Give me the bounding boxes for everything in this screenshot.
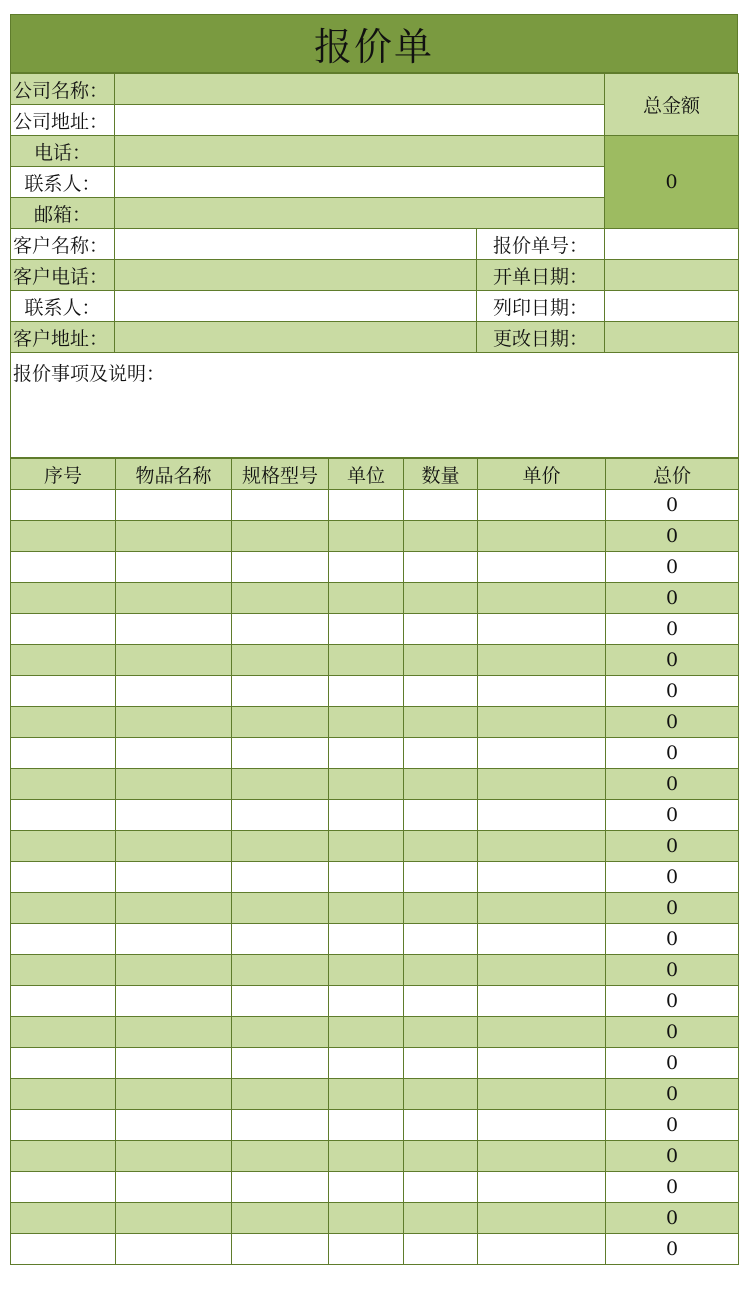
cell-total-price: 0 xyxy=(606,986,739,1017)
cell-unit[interactable] xyxy=(329,1048,404,1079)
cell-unit[interactable] xyxy=(329,676,404,707)
cell-spec[interactable] xyxy=(232,955,329,986)
table-row xyxy=(11,676,739,707)
cell-total-price: 0 xyxy=(606,707,739,738)
company-contact-field[interactable] xyxy=(115,167,605,198)
cell-total-price: 0 xyxy=(606,583,739,614)
table-row xyxy=(11,924,739,955)
cell-unit[interactable] xyxy=(329,1017,404,1048)
table-row xyxy=(11,1017,739,1048)
table-row xyxy=(11,893,739,924)
cell-index[interactable] xyxy=(11,1048,116,1079)
company-email-field[interactable] xyxy=(115,198,605,229)
cell-spec[interactable] xyxy=(232,521,329,552)
cell-quantity[interactable] xyxy=(404,800,478,831)
cell-spec[interactable] xyxy=(232,614,329,645)
cell-index[interactable] xyxy=(11,1141,116,1172)
cell-item-name[interactable] xyxy=(116,707,232,738)
cell-unit-price[interactable] xyxy=(478,1110,606,1141)
cell-index[interactable] xyxy=(11,1110,116,1141)
cell-index[interactable] xyxy=(11,583,116,614)
cell-quantity[interactable] xyxy=(404,924,478,955)
cell-unit-price[interactable] xyxy=(478,490,606,521)
cell-unit-price[interactable] xyxy=(478,893,606,924)
cell-spec[interactable] xyxy=(232,707,329,738)
cell-item-name[interactable] xyxy=(116,738,232,769)
cell-total-price: 0 xyxy=(606,490,739,521)
cell-item-name[interactable] xyxy=(116,1048,232,1079)
cell-quantity[interactable] xyxy=(404,986,478,1017)
cell-spec[interactable] xyxy=(232,583,329,614)
cell-index[interactable] xyxy=(11,862,116,893)
cell-unit-price[interactable] xyxy=(478,1017,606,1048)
cell-item-name[interactable] xyxy=(116,552,232,583)
customer-address-label: 客户地址： xyxy=(11,322,115,353)
cell-unit-price[interactable] xyxy=(478,707,606,738)
cell-unit[interactable] xyxy=(329,645,404,676)
cell-item-name[interactable] xyxy=(116,614,232,645)
cell-unit[interactable] xyxy=(329,552,404,583)
company-phone-field[interactable] xyxy=(115,136,605,167)
customer-address-field[interactable] xyxy=(115,322,477,353)
cell-index[interactable] xyxy=(11,645,116,676)
cell-item-name[interactable] xyxy=(116,955,232,986)
cell-unit[interactable] xyxy=(329,1110,404,1141)
cell-unit-price[interactable] xyxy=(478,583,606,614)
cell-item-name[interactable] xyxy=(116,1172,232,1203)
cell-quantity[interactable] xyxy=(404,521,478,552)
cell-unit-price[interactable] xyxy=(478,800,606,831)
column-header-quantity: 数量 xyxy=(404,459,478,490)
cell-unit[interactable] xyxy=(329,1079,404,1110)
company-name-label: 公司名称： xyxy=(11,74,115,105)
cell-index[interactable] xyxy=(11,893,116,924)
cell-index[interactable] xyxy=(11,924,116,955)
company-address-field[interactable] xyxy=(115,105,605,136)
cell-quantity[interactable] xyxy=(404,1017,478,1048)
cell-unit[interactable] xyxy=(329,614,404,645)
cell-index[interactable] xyxy=(11,955,116,986)
cell-item-name[interactable] xyxy=(116,521,232,552)
cell-unit-price[interactable] xyxy=(478,1172,606,1203)
cell-spec[interactable] xyxy=(232,490,329,521)
cell-item-name[interactable] xyxy=(116,1234,232,1265)
cell-spec[interactable] xyxy=(232,831,329,862)
cell-quantity[interactable] xyxy=(404,769,478,800)
cell-item-name[interactable] xyxy=(116,769,232,800)
company-name-field[interactable] xyxy=(115,74,605,105)
cell-unit-price[interactable] xyxy=(478,924,606,955)
page-title: 报价单 xyxy=(10,14,738,73)
quote-number-label: 报价单号： xyxy=(477,229,605,260)
cell-unit[interactable] xyxy=(329,893,404,924)
cell-item-name[interactable] xyxy=(116,583,232,614)
cell-unit-price[interactable] xyxy=(478,862,606,893)
cell-quantity[interactable] xyxy=(404,552,478,583)
cell-total-price: 0 xyxy=(606,1110,739,1141)
table-row xyxy=(11,955,739,986)
cell-unit[interactable] xyxy=(329,1141,404,1172)
customer-name-label: 客户名称： xyxy=(11,229,115,260)
cell-spec[interactable] xyxy=(232,676,329,707)
cell-unit[interactable] xyxy=(329,831,404,862)
cell-index[interactable] xyxy=(11,1172,116,1203)
cell-index[interactable] xyxy=(11,1079,116,1110)
cell-unit-price[interactable] xyxy=(478,1203,606,1234)
table-row xyxy=(11,521,739,552)
table-row xyxy=(11,1234,739,1265)
cell-spec[interactable] xyxy=(232,552,329,583)
cell-spec[interactable] xyxy=(232,1203,329,1234)
cell-unit-price[interactable] xyxy=(478,521,606,552)
cell-total-price: 0 xyxy=(606,1203,739,1234)
cell-unit[interactable] xyxy=(329,1234,404,1265)
table-row xyxy=(11,769,739,800)
cell-total-price: 0 xyxy=(606,1141,739,1172)
table-row xyxy=(11,1141,739,1172)
table-row xyxy=(11,583,739,614)
table-row xyxy=(11,1048,739,1079)
company-contact-label: 联系人： xyxy=(11,167,115,198)
table-row xyxy=(11,1110,739,1141)
table-row xyxy=(11,645,739,676)
total-amount-label: 总金额 xyxy=(605,74,739,136)
items-header-row xyxy=(11,459,739,490)
cell-total-price: 0 xyxy=(606,645,739,676)
cell-index[interactable] xyxy=(11,1203,116,1234)
cell-index[interactable] xyxy=(11,614,116,645)
cell-item-name[interactable] xyxy=(116,831,232,862)
table-row xyxy=(11,986,739,1017)
cell-spec[interactable] xyxy=(232,769,329,800)
cell-quantity[interactable] xyxy=(404,955,478,986)
cell-spec[interactable] xyxy=(232,1048,329,1079)
cell-unit[interactable] xyxy=(329,800,404,831)
header-form xyxy=(10,73,739,458)
cell-item-name[interactable] xyxy=(116,986,232,1017)
table-row xyxy=(11,1203,739,1234)
cell-spec[interactable] xyxy=(232,738,329,769)
column-header-unit-price: 单价 xyxy=(478,459,606,490)
cell-quantity[interactable] xyxy=(404,1141,478,1172)
cell-quantity[interactable] xyxy=(404,614,478,645)
cell-index[interactable] xyxy=(11,521,116,552)
customer-phone-label: 客户电话： xyxy=(11,260,115,291)
cell-unit-price[interactable] xyxy=(478,676,606,707)
cell-unit-price[interactable] xyxy=(478,955,606,986)
modify-date-field[interactable] xyxy=(605,322,739,353)
cell-item-name[interactable] xyxy=(116,800,232,831)
cell-unit-price[interactable] xyxy=(478,769,606,800)
cell-unit[interactable] xyxy=(329,1172,404,1203)
print-date-field[interactable] xyxy=(605,291,739,322)
cell-item-name[interactable] xyxy=(116,645,232,676)
cell-quantity[interactable] xyxy=(404,1048,478,1079)
quote-number-field[interactable] xyxy=(605,229,739,260)
cell-spec[interactable] xyxy=(232,1110,329,1141)
cell-total-price: 0 xyxy=(606,552,739,583)
cell-total-price: 0 xyxy=(606,676,739,707)
cell-unit[interactable] xyxy=(329,769,404,800)
cell-total-price: 0 xyxy=(606,614,739,645)
cell-quantity[interactable] xyxy=(404,831,478,862)
column-header-index: 序号 xyxy=(11,459,116,490)
cell-index[interactable] xyxy=(11,831,116,862)
cell-index[interactable] xyxy=(11,769,116,800)
cell-quantity[interactable] xyxy=(404,893,478,924)
company-email-label: 邮箱： xyxy=(11,198,115,229)
cell-total-price: 0 xyxy=(606,955,739,986)
cell-total-price: 0 xyxy=(606,521,739,552)
table-row xyxy=(11,614,739,645)
cell-unit-price[interactable] xyxy=(478,1048,606,1079)
cell-spec[interactable] xyxy=(232,800,329,831)
cell-unit[interactable] xyxy=(329,521,404,552)
cell-total-price: 0 xyxy=(606,1017,739,1048)
table-row xyxy=(11,490,739,521)
cell-spec[interactable] xyxy=(232,893,329,924)
cell-item-name[interactable] xyxy=(116,1017,232,1048)
table-row xyxy=(11,800,739,831)
column-header-total-price: 总价 xyxy=(606,459,739,490)
cell-index[interactable] xyxy=(11,738,116,769)
cell-unit-price[interactable] xyxy=(478,552,606,583)
cell-item-name[interactable] xyxy=(116,1141,232,1172)
customer-name-field[interactable] xyxy=(115,229,477,260)
column-header-item-name: 物品名称 xyxy=(116,459,232,490)
cell-item-name[interactable] xyxy=(116,862,232,893)
cell-quantity[interactable] xyxy=(404,1203,478,1234)
customer-phone-field[interactable] xyxy=(115,260,477,291)
cell-total-price: 0 xyxy=(606,738,739,769)
cell-spec[interactable] xyxy=(232,924,329,955)
total-amount-value: 0 xyxy=(605,136,739,229)
cell-item-name[interactable] xyxy=(116,924,232,955)
notes-area[interactable] xyxy=(11,353,739,458)
cell-spec[interactable] xyxy=(232,1172,329,1203)
cell-spec[interactable] xyxy=(232,1141,329,1172)
cell-unit[interactable] xyxy=(329,862,404,893)
cell-spec[interactable] xyxy=(232,862,329,893)
table-row xyxy=(11,831,739,862)
cell-item-name[interactable] xyxy=(116,490,232,521)
cell-spec[interactable] xyxy=(232,645,329,676)
cell-quantity[interactable] xyxy=(404,490,478,521)
cell-unit-price[interactable] xyxy=(478,738,606,769)
cell-unit[interactable] xyxy=(329,955,404,986)
column-header-unit: 单位 xyxy=(329,459,404,490)
cell-spec[interactable] xyxy=(232,1234,329,1265)
cell-total-price: 0 xyxy=(606,893,739,924)
cell-quantity[interactable] xyxy=(404,862,478,893)
cell-quantity[interactable] xyxy=(404,707,478,738)
cell-spec[interactable] xyxy=(232,1079,329,1110)
cell-unit[interactable] xyxy=(329,490,404,521)
notes-label: 报价事项及说明： xyxy=(13,363,166,385)
modify-date-label: 更改日期： xyxy=(477,322,605,353)
cell-unit[interactable] xyxy=(329,738,404,769)
cell-index[interactable] xyxy=(11,1017,116,1048)
cell-unit-price[interactable] xyxy=(478,986,606,1017)
open-date-field[interactable] xyxy=(605,260,739,291)
cell-unit[interactable] xyxy=(329,1203,404,1234)
cell-index[interactable] xyxy=(11,490,116,521)
cell-unit[interactable] xyxy=(329,986,404,1017)
cell-quantity[interactable] xyxy=(404,1079,478,1110)
cell-quantity[interactable] xyxy=(404,676,478,707)
cell-quantity[interactable] xyxy=(404,738,478,769)
cell-total-price: 0 xyxy=(606,800,739,831)
print-date-label: 列印日期： xyxy=(477,291,605,322)
cell-index[interactable] xyxy=(11,552,116,583)
cell-total-price: 0 xyxy=(606,862,739,893)
cell-unit-price[interactable] xyxy=(478,645,606,676)
cell-index[interactable] xyxy=(11,707,116,738)
table-row xyxy=(11,1172,739,1203)
cell-index[interactable] xyxy=(11,986,116,1017)
cell-spec[interactable] xyxy=(232,986,329,1017)
cell-total-price: 0 xyxy=(606,769,739,800)
cell-unit-price[interactable] xyxy=(478,831,606,862)
cell-unit-price[interactable] xyxy=(478,614,606,645)
cell-total-price: 0 xyxy=(606,1172,739,1203)
items-table xyxy=(10,458,739,1265)
customer-contact-label: 联系人： xyxy=(11,291,115,322)
cell-total-price: 0 xyxy=(606,1048,739,1079)
cell-unit-price[interactable] xyxy=(478,1234,606,1265)
cell-item-name[interactable] xyxy=(116,1203,232,1234)
cell-index[interactable] xyxy=(11,1234,116,1265)
column-header-spec: 规格型号 xyxy=(232,459,329,490)
table-row xyxy=(11,707,739,738)
cell-unit[interactable] xyxy=(329,924,404,955)
cell-item-name[interactable] xyxy=(116,676,232,707)
cell-total-price: 0 xyxy=(606,831,739,862)
table-row xyxy=(11,552,739,583)
table-row xyxy=(11,862,739,893)
cell-unit-price[interactable] xyxy=(478,1141,606,1172)
cell-spec[interactable] xyxy=(232,1017,329,1048)
cell-quantity[interactable] xyxy=(404,1234,478,1265)
cell-item-name[interactable] xyxy=(116,1079,232,1110)
cell-index[interactable] xyxy=(11,800,116,831)
cell-unit-price[interactable] xyxy=(478,1079,606,1110)
cell-item-name[interactable] xyxy=(116,893,232,924)
cell-quantity[interactable] xyxy=(404,1172,478,1203)
cell-unit[interactable] xyxy=(329,707,404,738)
table-row xyxy=(11,1079,739,1110)
cell-total-price: 0 xyxy=(606,1234,739,1265)
table-row xyxy=(11,738,739,769)
cell-total-price: 0 xyxy=(606,924,739,955)
cell-quantity[interactable] xyxy=(404,1110,478,1141)
company-address-label: 公司地址： xyxy=(11,105,115,136)
cell-unit[interactable] xyxy=(329,583,404,614)
cell-quantity[interactable] xyxy=(404,583,478,614)
cell-index[interactable] xyxy=(11,676,116,707)
company-phone-label: 电话： xyxy=(11,136,115,167)
cell-quantity[interactable] xyxy=(404,645,478,676)
customer-contact-field[interactable] xyxy=(115,291,477,322)
cell-item-name[interactable] xyxy=(116,1110,232,1141)
cell-total-price: 0 xyxy=(606,1079,739,1110)
open-date-label: 开单日期： xyxy=(477,260,605,291)
